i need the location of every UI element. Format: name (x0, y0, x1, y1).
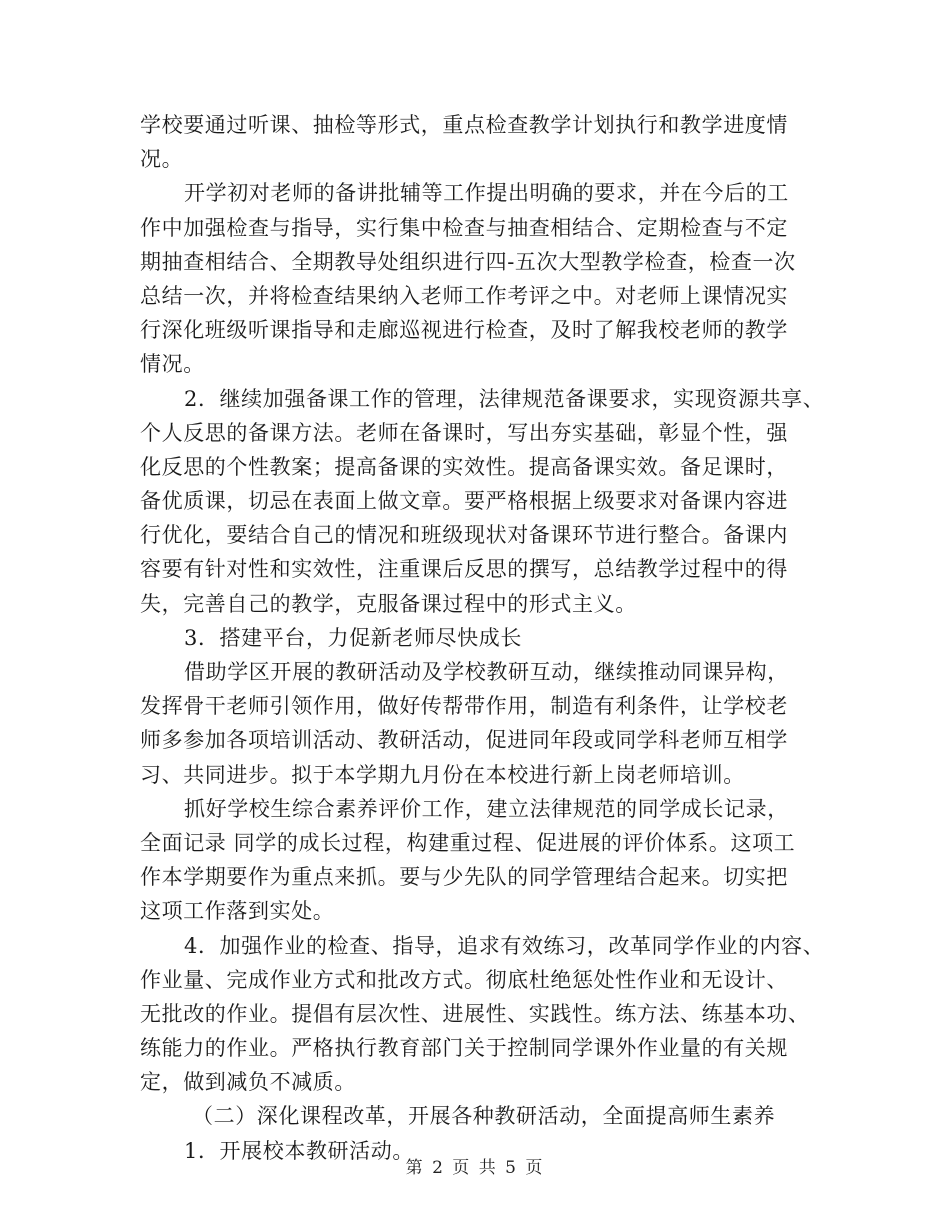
text-line: 容要有针对性和实效性，注重课后反思的撰写，总结教学过程中的得 (140, 557, 788, 582)
text-line: 练能力的作业。严格执行教育部门关于控制同学课外作业量的有关规 (140, 1036, 788, 1061)
text-line: 个人反思的备课方法。老师在备课时，写出夯实基础，彰显个性，强 (140, 420, 788, 445)
text-line: 师多参加各项培训活动、教研活动，促进同年段或同学科老师互相学 (140, 728, 788, 753)
text-line: 这项工作落到实处。 (140, 899, 335, 924)
text-line: 抓好学校生综合素养评价工作，建立法律规范的同学成长记录， (184, 796, 789, 821)
text-line: 作中加强检查与指导，实行集中检查与抽查相结合、定期检查与不定 (140, 215, 788, 240)
text-line: 期抽查相结合、全期教导处组织进行四-五次大型教学检查，检查一次 (140, 249, 796, 274)
text-line: 总结一次，并将检查结果纳入老师工作考评之中。对老师上课情况实 (140, 283, 788, 308)
text-line: 化反思的个性教案；提高备课的实效性。提高备课实效。备足课时， (140, 454, 788, 479)
text-line: 全面记录 同学的成长过程，构建重过程、促进展的评价体系。这项工 (140, 830, 796, 855)
text-line: 开学初对老师的备讲批辅等工作提出明确的要求，并在今后的工 (184, 181, 789, 206)
text-line: 3．搭建平台，力促新老师尽快成长 (184, 625, 522, 650)
text-line: 作业量、完成作业方式和批改方式。彻底杜绝惩处性作业和无设计、 (140, 967, 788, 992)
document-body (140, 108, 825, 1168)
text-line: 学校要通过听课、抽检等形式，重点检查教学计划执行和教学进度情 (140, 113, 788, 137)
text-line: 情况。 (140, 352, 205, 377)
text-line: 借助学区开展的教研活动及学校教研互动，继续推动同课异构， (184, 660, 789, 684)
text-line: 作本学期要作为重点来抓。要与少先队的同学管理结合起来。切实把 (140, 865, 788, 890)
text-line: 2．继续加强备课工作的管理，法律规范备课要求，实现资源共享、 (184, 386, 825, 411)
text-line: （二）深化课程改革，开展各种教研活动，全面提高师生素养 (192, 1104, 776, 1129)
text-line: 行优化，要结合自己的情况和班级现状对备课环节进行整合。备课内 (140, 523, 788, 548)
text-line: 4．加强作业的检查、指导，追求有效练习，改革同学作业的内容、 (184, 933, 825, 958)
text-line: 失，完善自己的教学，克服备课过程中的形式主义。 (140, 591, 637, 616)
text-line: 况。 (140, 147, 184, 172)
text-line: 1．开展校本教研活动。 (184, 1138, 414, 1163)
text-line: 行深化班级听课指导和走廊巡视进行检查，及时了解我校老师的教学 (140, 318, 788, 343)
text-line: 无批改的作业。提倡有层次性、进展性、实践性。练方法、练基本功、 (140, 1001, 810, 1026)
text-line: 定，做到减负不减质。 (140, 1070, 356, 1095)
page-number-footer: 第 2 页 共 5 页 (405, 1158, 545, 1178)
text-line: 习、共同进步。拟于本学期九月份在本校进行新上岗老师培训。 (140, 762, 745, 787)
text-line: 备优质课，切忌在表面上做文章。要严格根据上级要求对备课内容进 (140, 489, 788, 514)
text-line: 发挥骨干老师引领作用，做好传帮带作用，制造有利条件，让学校老 (140, 694, 788, 719)
